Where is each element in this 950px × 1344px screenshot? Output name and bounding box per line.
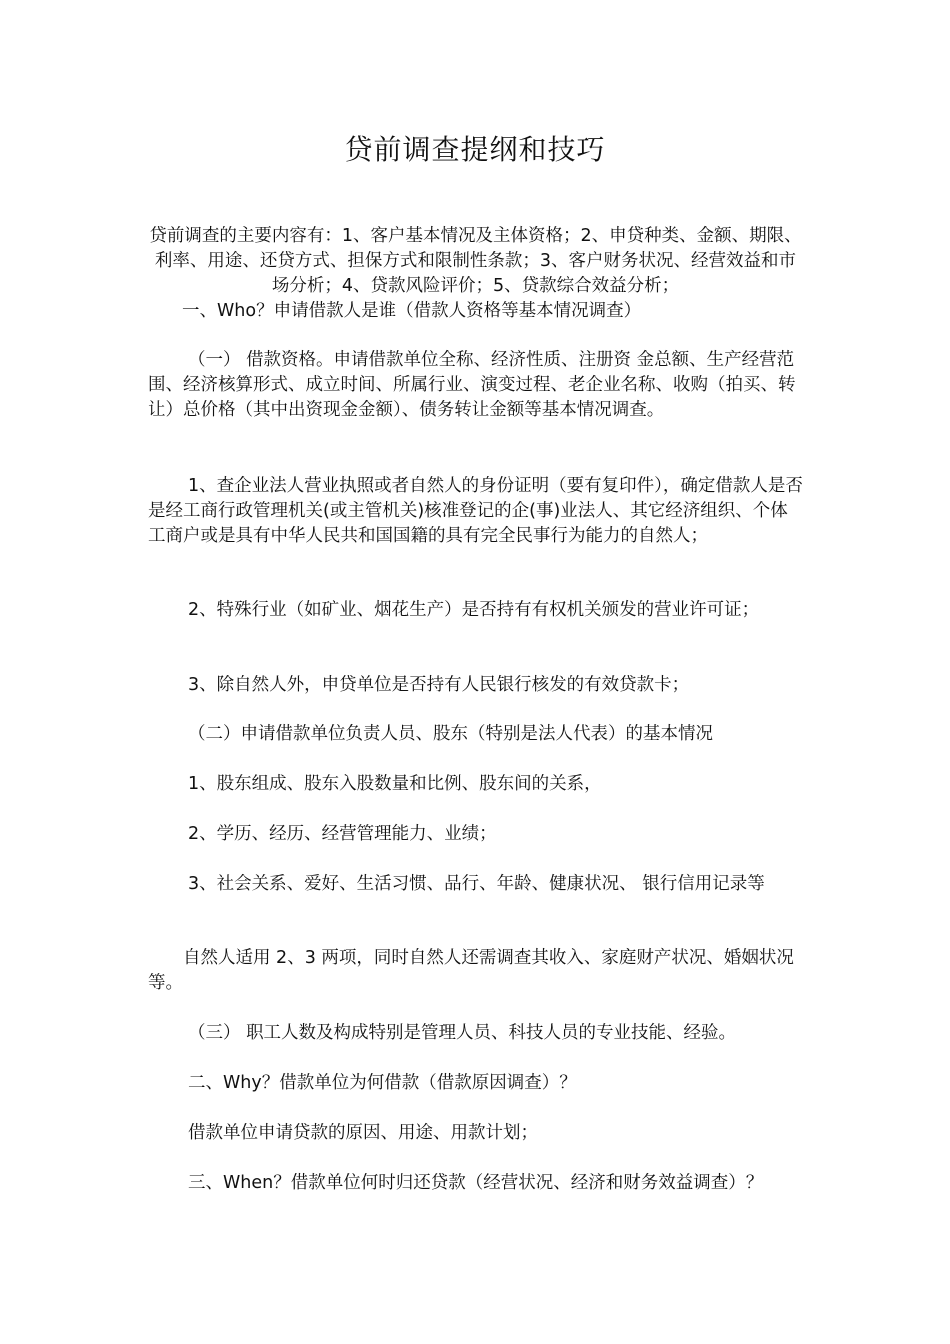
subsection-borrowing-qualification: （一） 借款资格。申请借款单位全称、经济性质、注册资 金总额、生产经营范围、经济核算形式、成立时间、所属行业、演变过程、老企业名称、收购（拍买、转让）总价格（其中出资现金金额）、债务转让金额等基本情况调查。 xyxy=(148,350,796,420)
item-shareholders: 1、股东组成、股东入股数量和比例、股东间的关系， xyxy=(188,774,602,794)
document-title: 贷前调查提纲和技巧 xyxy=(344,133,606,166)
item-education: 2、学历、经历、经营管理能力、业绩； xyxy=(188,824,497,844)
subsection-responsible-persons: （二）申请借款单位负责人员、股东（特别是法人代表）的基本情况 xyxy=(188,724,713,744)
section-why-body: 借款单位申请贷款的原因、用途、用款计划； xyxy=(188,1123,538,1143)
item-business-license: 1、查企业法人营业执照或者自然人的身份证明（要有复印件），确定借款人是否是经工商行政管理机关(或主管机关)核准登记的企(事)业法人、其它经济组织、个体工商户或是具有中华人民共和国国籍的具有完全民事行为能力的自然人； xyxy=(148,476,803,546)
intro-paragraph: 贷前调查的主要内容有：1、客户基本情况及主体资格；2、申贷种类、金额、期限、利率、用途、还贷方式、担保方式和限制性条款；3、客户财务状况、经营效益和市场分析；4、贷款风险评价；5、贷款综合效益分析； xyxy=(149,226,802,296)
section-heading-who: 一、Who？申请借款人是谁（借款人资格等基本情况调查） xyxy=(182,301,642,321)
section-heading-when: 三、When？借款单位何时归还贷款（经营状况、经济和财务效益调查）？ xyxy=(188,1173,764,1193)
natural-person-note: 自然人适用 2、3 两项，同时自然人还需调查其收入、家庭财产状况、婚姻状况等。 xyxy=(148,948,794,993)
item-social-relations: 3、社会关系、爱好、生活习惯、品行、年龄、健康状况、 银行信用记录等 xyxy=(188,874,765,894)
section-heading-why: 二、Why？借款单位为何借款（借款原因调查）？ xyxy=(188,1073,577,1093)
item-special-industry: 2、特殊行业（如矿业、烟花生产）是否持有有权机关颁发的营业许可证； xyxy=(188,600,760,620)
subsection-staff: （三） 职工人数及构成特别是管理人员、科技人员的专业技能、经验。 xyxy=(188,1023,737,1043)
item-loan-card: 3、除自然人外，申贷单位是否持有人民银行核发的有效贷款卡； xyxy=(188,675,690,695)
